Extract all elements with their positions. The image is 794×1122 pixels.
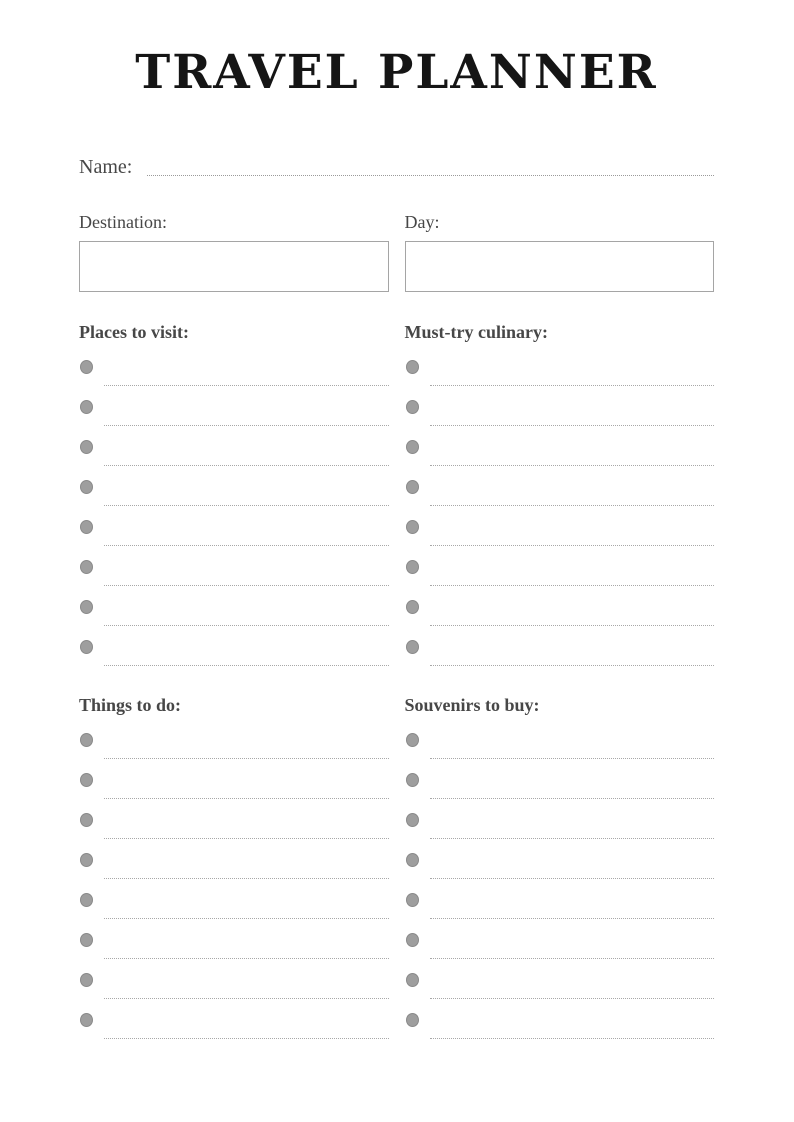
bullet-icon [406,813,419,827]
entry-line[interactable] [104,458,389,466]
section-title: Souvenirs to buy: [404,694,540,715]
list-item [79,847,389,887]
list-item [405,807,715,847]
destination-input-box[interactable] [79,241,389,292]
entry-line[interactable] [104,498,389,506]
list-item [405,514,715,554]
bullet-icon [80,973,93,987]
info-fields [79,212,714,293]
list-item [405,847,715,887]
bullet-icon [80,520,93,534]
list-item [79,927,389,967]
bullet-icon [406,480,419,494]
bullet-icon [406,733,419,747]
bullet-icon [406,520,419,534]
entry-line[interactable] [430,951,715,959]
bullet-icon [406,853,419,867]
day-label: Day: [404,211,440,232]
entry-line[interactable] [430,578,715,586]
list-item [79,474,389,514]
bullet-icon [80,773,93,787]
list-item [405,434,715,474]
section-must-try-culinary [405,322,715,674]
bullet-icon [80,933,93,947]
entry-line[interactable] [430,1031,715,1039]
destination-field [79,212,389,293]
bullet-icon [80,893,93,907]
souvenirs-list [405,727,715,1047]
bullet-icon [80,480,93,494]
list-item [405,1007,715,1047]
list-item [405,394,715,434]
bullet-icon [80,400,93,414]
bullet-icon [406,600,419,614]
entry-line[interactable] [104,538,389,546]
entry-line[interactable] [104,578,389,586]
list-item [405,594,715,634]
section-places-to-visit [79,322,389,674]
entry-line[interactable] [430,991,715,999]
things-list [79,727,389,1047]
entry-line[interactable] [104,418,389,426]
bullet-icon [406,893,419,907]
list-item [79,354,389,394]
entry-line[interactable] [430,751,715,759]
bullet-icon [80,360,93,374]
bullet-icon [406,1013,419,1027]
entry-line[interactable] [104,951,389,959]
culinary-list [405,354,715,674]
bullet-icon [80,560,93,574]
entry-line[interactable] [104,618,389,626]
section-things-to-do [79,695,389,1047]
entry-line[interactable] [430,871,715,879]
bullet-icon [80,733,93,747]
entry-line[interactable] [430,418,715,426]
bullet-icon [80,600,93,614]
list-item [405,727,715,767]
bullet-icon [406,933,419,947]
places-list [79,354,389,674]
section-title: Things to do: [79,694,182,715]
entry-line[interactable] [430,831,715,839]
list-item [79,434,389,474]
page-title: TRAVEL PLANNER [135,45,658,100]
list-item [79,887,389,927]
bullet-icon [406,440,419,454]
entry-line[interactable] [430,378,715,386]
bullet-icon [80,1013,93,1027]
section-title: Places to visit: [79,322,189,343]
destination-label: Destination: [79,211,167,232]
entry-line[interactable] [104,1031,389,1039]
bullet-icon [406,973,419,987]
entry-line[interactable] [104,991,389,999]
bullet-icon [80,640,93,654]
list-item [405,354,715,394]
list-item [79,394,389,434]
bullet-icon [80,440,93,454]
list-item [405,927,715,967]
section-souvenirs-to-buy [405,695,715,1047]
bullet-icon [80,813,93,827]
list-item [79,594,389,634]
day-field [405,212,715,293]
entry-line[interactable] [104,911,389,919]
list-item [79,514,389,554]
entry-line[interactable] [430,791,715,799]
entry-line[interactable] [104,791,389,799]
list-item [405,474,715,514]
entry-line[interactable] [104,871,389,879]
list-item [405,967,715,1007]
entry-line[interactable] [430,658,715,666]
name-row [79,155,714,179]
bullet-icon [406,773,419,787]
bullet-icon [406,640,419,654]
entry-line[interactable] [430,458,715,466]
list-item [79,967,389,1007]
sections [79,322,714,1046]
list-item [405,767,715,807]
entry-line[interactable] [104,751,389,759]
list-item [79,634,389,674]
list-item [79,807,389,847]
list-item [79,767,389,807]
list-item [79,727,389,767]
entry-line[interactable] [430,498,715,506]
bullet-icon [406,400,419,414]
section-title: Must-try culinary: [404,322,548,343]
entry-line[interactable] [430,911,715,919]
list-item [405,887,715,927]
list-item [79,554,389,594]
list-item [405,634,715,674]
bullet-icon [80,853,93,867]
list-item [79,1007,389,1047]
entry-line[interactable] [104,658,389,666]
name-input-line[interactable] [147,174,714,176]
list-item [405,554,715,594]
entry-line[interactable] [104,831,389,839]
entry-line[interactable] [430,618,715,626]
bullet-icon [406,560,419,574]
entry-line[interactable] [104,378,389,386]
name-label: Name: [79,155,133,178]
day-input-box[interactable] [405,241,715,292]
bullet-icon [406,360,419,374]
entry-line[interactable] [430,538,715,546]
